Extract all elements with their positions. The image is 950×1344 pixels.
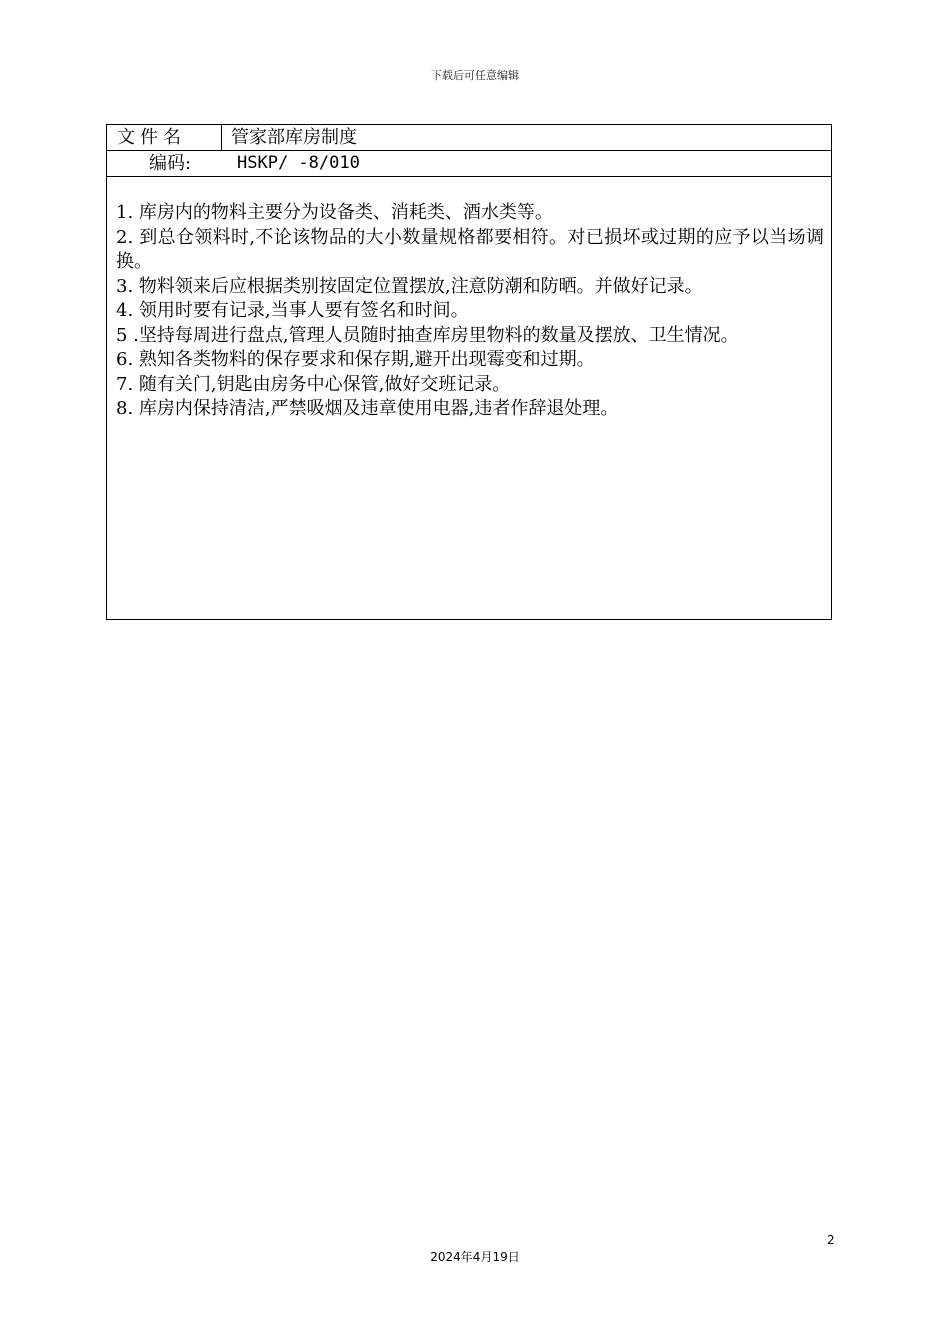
code-label: 编码:	[149, 153, 192, 174]
rules-list	[116, 201, 824, 422]
rule-item: 2. 到总仓领料时,不论该物品的大小数量规格都要相符。对已损坏或过期的应予以当场调换。	[116, 226, 824, 272]
rule-item: 1. 库房内的物料主要分为设备类、消耗类、酒水类等。	[116, 202, 553, 223]
rule-item: 6. 熟知各类物料的保存要求和保存期,避开出现霉变和过期。	[116, 349, 595, 370]
document-title: 管家部库房制度	[231, 127, 357, 148]
rule-item: 8. 库房内保持清洁,严禁吸烟及违章使用电器,违者作辞退处理。	[116, 398, 619, 419]
code-row	[107, 151, 831, 177]
footer-date: 2024年4月19日	[430, 1250, 520, 1264]
header-note: 下载后可任意编辑	[431, 69, 519, 82]
rule-item: 7. 随有关门,钥匙由房务中心保管,做好交班记录。	[116, 373, 511, 395]
document-code: HSKP/ -8/010	[237, 153, 360, 173]
title-label: 文件名	[107, 125, 222, 150]
title-row	[107, 125, 831, 151]
rule-item: 3. 物料领来后应根据类别按固定位置摆放,注意防潮和防晒。并做好记录。	[116, 275, 703, 297]
rule-item: 4. 领用时要有记录,当事人要有签名和时间。	[116, 300, 469, 321]
page-number: 2	[827, 1233, 835, 1247]
document-table	[106, 124, 832, 620]
rule-item: 5 .坚持每周进行盘点,管理人员随时抽查库房里物料的数量及摆放、卫生情况。	[116, 324, 739, 346]
